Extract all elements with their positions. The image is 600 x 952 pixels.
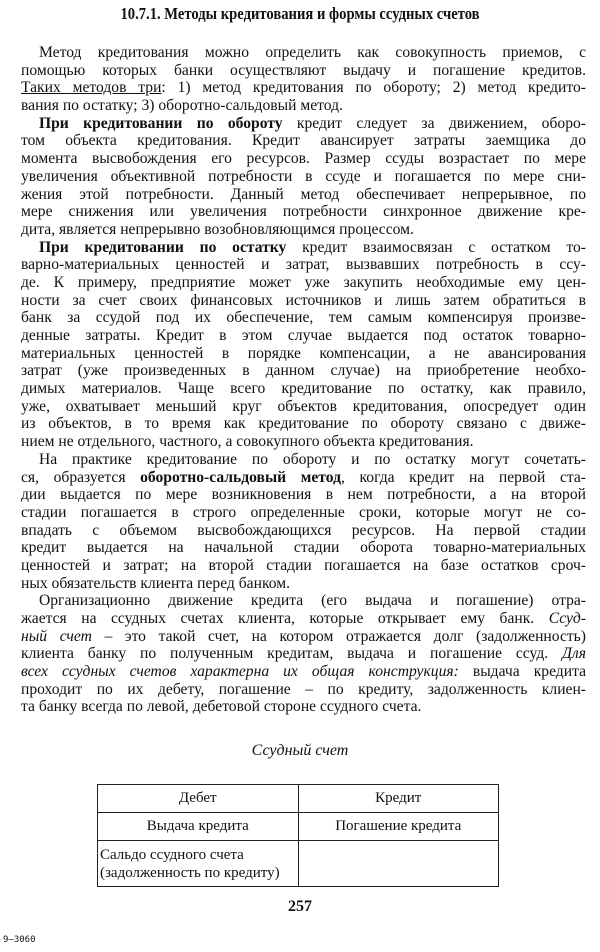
text-line — [21, 628, 586, 646]
table-row — [98, 841, 499, 887]
text-segment: та банку всегда по левой, дебетовой стороне ссудного счета. — [21, 698, 422, 716]
text-line — [21, 309, 586, 327]
text-line — [21, 592, 586, 610]
text-segment: стадии погашается в строго определенные сроки, которые могут не со- — [21, 503, 586, 521]
page-number: 257 — [288, 898, 312, 915]
text-line — [21, 610, 586, 628]
text-segment: На практике кредитование по обороту и по остатку могут сочетать- — [39, 450, 586, 468]
text-segment: клиента банку по полученным кредитам, выдача и погашение ссуд. — [21, 645, 563, 663]
text-line — [21, 186, 586, 204]
text-segment: мере снижения или увеличения потребности синхронное движение кре- — [21, 203, 586, 221]
text-segment: денные затраты. Кредит в этом случае выдается под остаток товарно- — [21, 327, 586, 344]
italic-text: Ссуд- — [548, 610, 586, 627]
text-line — [21, 97, 586, 115]
text-segment: кредит взаимосвязан с остатком то- — [286, 238, 586, 256]
body-text — [21, 44, 586, 716]
text-segment: банк за ссудой под их обеспечение, тем самым компенсируя произве- — [21, 309, 586, 327]
table-cell: Выдача кредита — [98, 813, 299, 841]
printer-signature-mark: 9–3060 — [3, 935, 36, 945]
text-line — [21, 575, 586, 593]
bold-term: оборотно-сальдовый метод — [140, 468, 341, 486]
italic-text: всех ссудных счетов характерна их общая конструкция: — [21, 663, 459, 681]
table-cell: Погашение кредита — [298, 813, 499, 841]
text-line — [21, 150, 586, 168]
text-segment: ценностей и затрат; на второй стадии погашается на базе остатков сроч- — [21, 556, 586, 574]
table-cell: Сальдо ссудного счета (задолженность по кредиту) — [98, 841, 299, 887]
table-cell — [298, 841, 499, 887]
text-line — [21, 345, 586, 363]
text-segment: ных обязательств клиента перед банком. — [21, 574, 290, 592]
text-segment: момента высвобождения его ресурсов. Размер ссуды возрастает по мере — [21, 150, 586, 168]
text-segment: : 1) метод кредитования по обороту; 2) метод кредито- — [161, 79, 586, 97]
text-segment: материальных ценностей в порядке компенсации, а не авансирования — [21, 344, 586, 362]
text-line — [21, 168, 586, 186]
text-line — [21, 362, 586, 380]
paragraph — [21, 115, 586, 239]
text-line — [21, 415, 586, 433]
loan-account-table — [97, 784, 499, 887]
section-title: 10.7.1. Методы кредитования и формы ссудных счетов — [120, 4, 480, 23]
text-segment: – это такой счет, на котором отражается долг (задолженность) — [91, 627, 586, 645]
text-line — [21, 44, 586, 62]
text-segment: Метод кредитования можно определить как совокупность приемов, с — [39, 44, 586, 61]
text-line — [21, 132, 586, 150]
text-line — [21, 451, 586, 469]
text-line — [21, 79, 586, 97]
text-segment: жения этой потребности. Данный метод обеспечивает непрерывное, по — [21, 185, 586, 203]
bold-term: При кредитовании по остатку — [39, 238, 287, 256]
text-segment: из объектов, в то время как кредитование по обороту связано с движе- — [21, 415, 586, 433]
text-line — [21, 504, 586, 522]
text-segment: помощью которых банки осуществляют выдачу и погашение кредитов. — [21, 61, 586, 79]
text-line — [21, 645, 586, 663]
text-segment: димых материалов. Чаще всего кредитование по остатку, как правило, — [21, 380, 586, 398]
text-segment: проходит по их дебету, погашение – по кредиту, задолженность клиен- — [21, 680, 586, 698]
text-segment: ся, образуется — [21, 468, 141, 486]
text-segment: дита, является непрерывно возобновляющимся процессом. — [21, 220, 414, 238]
text-line — [21, 221, 586, 239]
text-segment: кредит выдается на начальной стадии оборота товарно-материальных — [21, 539, 586, 557]
text-line — [21, 327, 586, 345]
text-segment: впадать с объемом высвобождающихся ресурсов. На первой стадии — [21, 521, 586, 539]
paragraph — [21, 239, 586, 451]
text-line — [21, 274, 586, 292]
text-line — [21, 380, 586, 398]
text-line — [21, 486, 586, 504]
italic-text: Для — [562, 645, 586, 663]
text-line — [21, 203, 586, 221]
table-row — [98, 813, 499, 841]
text-line — [21, 469, 586, 487]
header-debit: Дебет — [98, 785, 299, 813]
text-segment: варно-материальных ценностей и затрат, вызвавших потребность в ссу- — [21, 256, 586, 274]
text-line — [21, 539, 586, 557]
text-line — [21, 398, 586, 416]
text-segment: выдача кредита — [458, 663, 586, 681]
text-segment: Организационно движение кредита (его выдача и погашение) отра- — [39, 592, 586, 610]
text-line — [21, 663, 586, 681]
header-credit: Кредит — [298, 785, 499, 813]
paragraph — [21, 592, 586, 716]
text-segment: дии выдается по мере возникновения в нем потребности, а на второй — [21, 486, 586, 504]
text-line — [21, 256, 586, 274]
underlined-text: Таких методов три — [21, 79, 162, 97]
text-line — [21, 239, 586, 257]
paragraph — [21, 451, 586, 593]
text-line — [21, 522, 586, 540]
text-segment: уже, охватывает меньший круг объектов кредитования, опосредует один — [21, 397, 586, 415]
text-segment: увеличения объективной потребности в ссуде и погашается по мере сни- — [21, 167, 586, 185]
text-line — [21, 292, 586, 310]
text-segment: ности за счет своих финансовых источников и лишь затем обратиться в — [21, 291, 586, 309]
italic-text: ный счет — [21, 627, 92, 645]
text-segment: де. К примеру, предприятие может уже закупить необходимые ему цен- — [21, 273, 586, 291]
text-segment: жается на ссудных счетах клиента, которые открывает ему банк. — [21, 610, 549, 627]
text-line — [21, 681, 586, 699]
text-segment: том объекта кредитования. Кредит авансирует затраты заемщика до — [21, 132, 586, 150]
text-segment: нием не отдельного, частного, а совокупного объекта кредитования. — [21, 433, 474, 451]
table-header-row — [98, 785, 499, 813]
text-segment: затрат (уже произведенных в данном случае) на приобретение необхо- — [21, 362, 586, 380]
text-line — [21, 115, 586, 133]
text-line — [21, 557, 586, 575]
table-caption: Ссудный счет — [251, 742, 349, 759]
text-line — [21, 433, 586, 451]
bold-term: При кредитовании по обороту — [39, 114, 283, 132]
text-line — [21, 62, 586, 80]
text-line — [21, 698, 586, 716]
text-segment: кредит следует за движением, оборо- — [282, 114, 586, 132]
text-segment: , когда кредит на первой ста- — [340, 468, 586, 486]
text-segment: вания по остатку; 3) оборотно-сальдовый метод. — [21, 97, 343, 115]
paragraph — [21, 44, 586, 115]
